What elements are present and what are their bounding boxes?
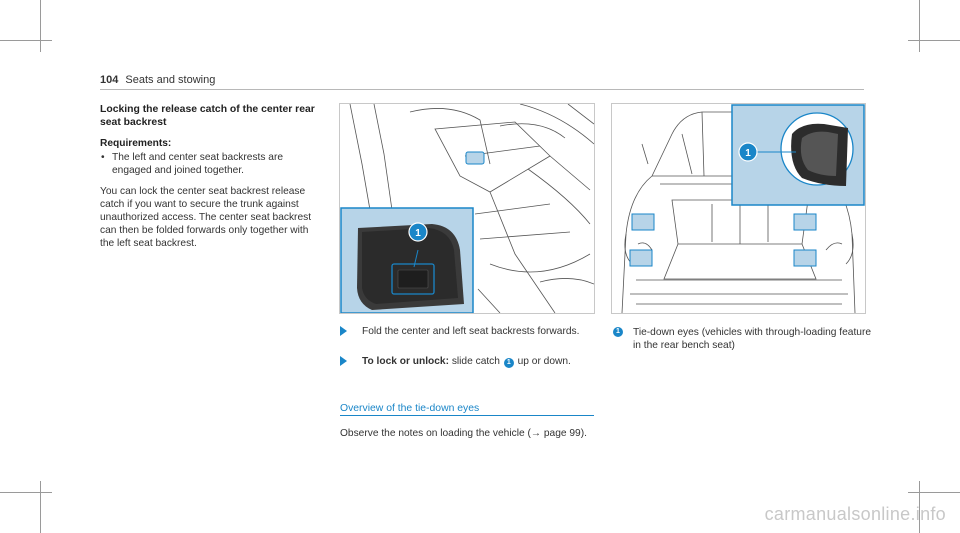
crop-mark [0, 492, 52, 493]
callout-badge: 1 [504, 358, 514, 368]
requirements-list [100, 151, 322, 177]
step-bold-label: To lock or unlock: [362, 356, 449, 367]
callout-badge: 1 [613, 327, 623, 337]
page-number: 104 [100, 74, 119, 86]
crop-mark [908, 40, 960, 41]
header-rule [100, 89, 864, 90]
page-header [100, 74, 215, 86]
trunk-illustration [612, 104, 865, 313]
crop-mark [40, 0, 41, 52]
step-text-part: up or down. [514, 356, 571, 367]
figure-callout-label: 1 [415, 228, 421, 239]
instruction-step [340, 355, 590, 368]
subsection-rule [340, 415, 594, 416]
step-text [340, 355, 590, 368]
instruction-step [340, 325, 590, 338]
step-arrow-icon [340, 356, 347, 366]
legend-text: Tie-down eyes (vehicles with through-loading feature in the rear bench seat) [633, 327, 872, 351]
section-heading: Locking the release catch of the center rear seat backrest [100, 104, 315, 128]
subsection-heading: Overview of the tie-down eyes [340, 403, 480, 414]
left-column [100, 103, 322, 250]
step-arrow-icon [340, 326, 347, 336]
requirement-item: • The left and center seat backrests are engaged and joined together. [100, 151, 322, 177]
tie-down-note: Observe the notes on loading the vehicle (→ page 99). [340, 428, 587, 439]
step-text: Fold the center and left seat backrests forwards. [362, 326, 580, 337]
body-text: You can lock the center seat backrest release catch if you want to secure the trunk against unauthorized access. The center seat backrest can then be folded forwards only together with the left seat backrest. [100, 186, 312, 249]
seat-illustration [340, 104, 594, 313]
seat-backrest-figure [339, 103, 595, 314]
figure-callout-label: 1 [745, 148, 751, 159]
watermark: carmanualsonline.info [764, 504, 946, 524]
crop-mark [40, 481, 41, 533]
crop-mark [0, 40, 52, 41]
crop-mark [908, 492, 960, 493]
figure-legend [612, 326, 874, 352]
step-text-part: slide catch [448, 356, 503, 367]
crop-mark [919, 0, 920, 52]
section-title: Seats and stowing [125, 74, 216, 86]
requirements-label: Requirements: [100, 138, 172, 149]
trunk-figure [611, 103, 866, 314]
